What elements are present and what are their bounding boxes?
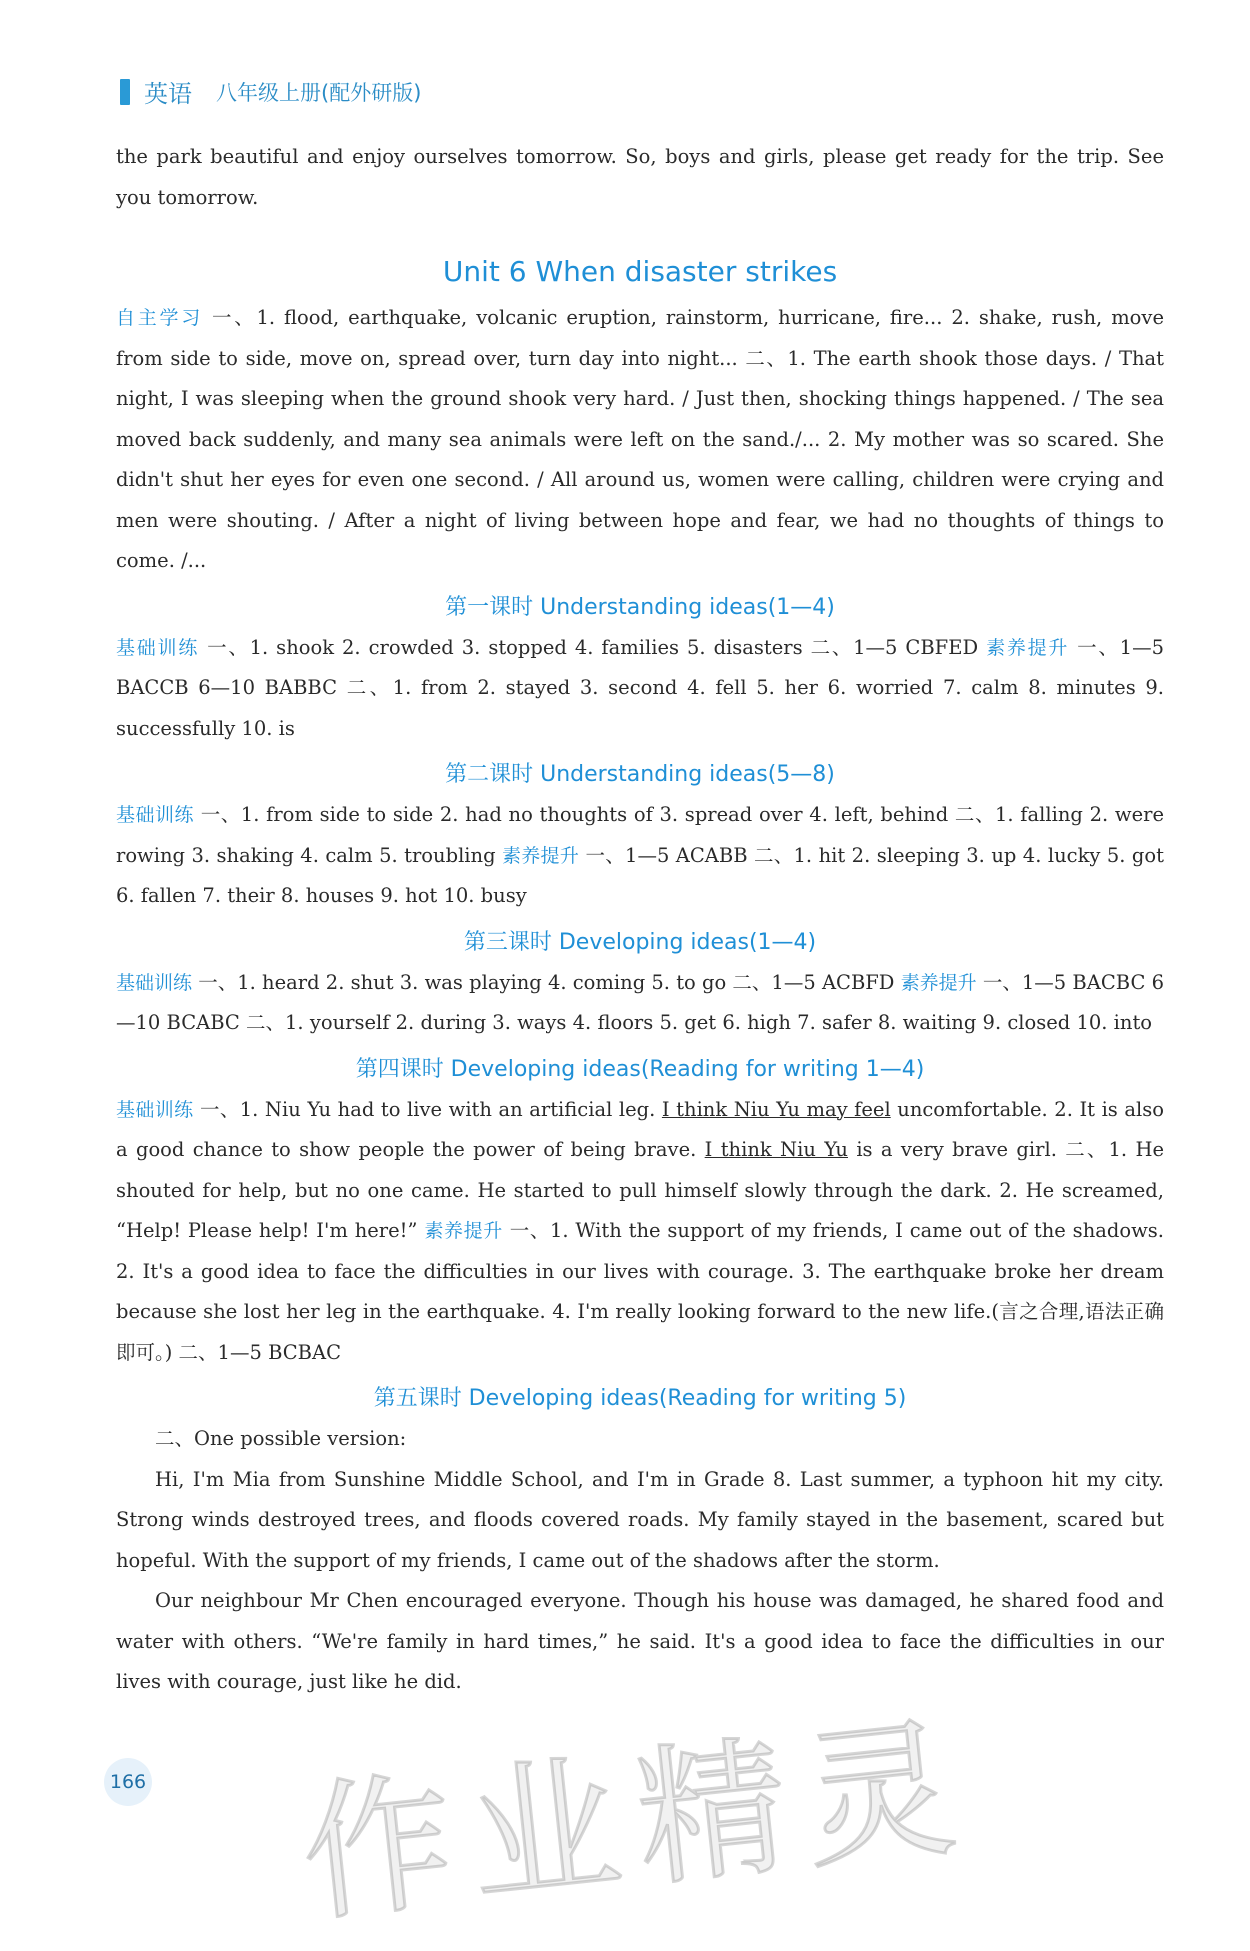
- lesson-3-title: 第三课时 Developing ideas(1—4): [463, 929, 817, 955]
- self-study-text: 一、1. flood, earthquake, volcanic eruption, rainstorm, hurricane, fire... 2. shake, rush, move from side to side, move on, spread over, turn day into night... 二、1. The earth shook those days. / That night, I was sleeping when the ground shook very hard. / Just then, shocking things happened. / The sea moved back suddenly, and many sea animals were left on the sand./... 2. My mother was so scared. She didn't shut her eyes for even one second. / All around us, women were calling, children were crying and men were shouting. / After a night of living between hope and fear, we had no thoughts of things to come. /...: [116, 306, 1164, 572]
- improvement-label: 素养提升: [900, 971, 977, 994]
- continuation-text: the park beautiful and enjoy ourselves tomorrow. So, boys and girls, please get ready for the trip. See you tomorrow.: [116, 145, 1164, 209]
- lesson-2-basic-text: 一、1. from side to side 2. had no thoughts of 3. spread over 4. left, behind 二、1. falling 2. were rowing 3. shaking 4. calm 5. troubling: [116, 803, 1164, 867]
- answer-content: [116, 137, 1164, 1703]
- lesson-4-text-1: 一、1. Niu Yu had to live with an artificial leg.: [193, 1097, 662, 1121]
- lesson-1-answers: [116, 628, 1164, 750]
- lesson-4-title: 第四课时 Developing ideas(Reading for writing 1—4): [355, 1056, 925, 1082]
- unit-title: Unit 6 When disaster strikes: [442, 255, 838, 288]
- lesson-3-improve-text: 一、1—5 BACBC 6—10 BCABC 二、1. yourself 2. during 3. ways 4. floors 5. get 6. high 7. safer 8. waiting 9. closed 10. into: [116, 970, 1164, 1034]
- lesson-5-intro: 二、One possible version:: [155, 1427, 407, 1450]
- header-subject: 英语: [144, 80, 192, 108]
- page-number: 166: [104, 1758, 152, 1806]
- improvement-label: 素养提升: [424, 1220, 503, 1242]
- page-header: [120, 74, 421, 109]
- basic-training-label: 基础训练: [116, 804, 195, 826]
- lesson-4-improve-text: 一、1. With the support of my friends, I came out of the shadows. 2. It's a good idea to face the difficulties in our lives with courage. 3. The earthquake broke her dream because she lost her leg in the earthquake. 4. I'm really looking forward to the new life.(言之合理,语法正确即可。) 二、1—5 BCBAC: [116, 1219, 1164, 1364]
- lesson-5-title: 第五课时 Developing ideas(Reading for writing 5): [373, 1386, 907, 1411]
- lesson-5-paragraph-1: Hi, I'm Mia from Sunshine Middle School, and I'm in Grade 8. Last summer, a typhoon hit my city. Strong winds destroyed trees, and floods covered roads. My family stayed in the basement, scared but hopeful. With the support of my friends, I came out of the shadows after the storm.: [116, 1467, 1164, 1572]
- lesson-3-answers: [116, 963, 1164, 1044]
- lesson-2-answers: [116, 795, 1164, 917]
- lesson-2-title: 第二课时 Understanding ideas(5—8): [445, 762, 835, 787]
- lesson-1-basic-text: 一、1. shook 2. crowded 3. stopped 4. families 5. disasters 二、1—5 CBFED: [199, 635, 987, 659]
- watermark: 作业精灵: [294, 1700, 981, 1944]
- lesson-4-text-2: uncomfortable. 2. It is also a good chance to show people the power of being brave.: [116, 1097, 1164, 1161]
- improvement-label: 素养提升: [502, 844, 580, 867]
- header-mark: [120, 79, 130, 105]
- header-book: 八年级上册(配外研版): [216, 80, 422, 105]
- basic-training-label: 基础训练: [116, 971, 193, 994]
- lesson-1-improve-text: 一、1—5 BACCB 6—10 BABBC 二、1. from 2. stayed 3. second 4. fell 5. her 6. worried 7. calm 8. minutes 9. successfully 10. is: [116, 635, 1164, 740]
- lesson-5-paragraph-2: Our neighbour Mr Chen encouraged everyone. Though his house was damaged, he shared food and water with others. “We're family in hard times,” he said. It's a good idea to face the difficulties in our lives with courage, just like he did.: [116, 1589, 1164, 1693]
- lesson-4-underlined-1: I think Niu Yu may feel: [661, 1097, 891, 1121]
- lesson-4-underlined-2: I think Niu Yu: [704, 1138, 848, 1161]
- lesson-3-basic-text: 一、1. heard 2. shut 3. was playing 4. coming 5. to go 二、1—5 ACBFD: [192, 970, 901, 994]
- lesson-4-answers: [116, 1090, 1164, 1374]
- lesson-2-improve-text: 一、1—5 ACABB 二、1. hit 2. sleeping 3. up 4. lucky 5. got 6. fallen 7. their 8. houses 9. hot 10. busy: [116, 843, 1164, 907]
- lesson-1-title: 第一课时 Understanding ideas(1—4): [445, 594, 835, 620]
- self-study-label: 自主学习: [116, 307, 204, 329]
- improvement-label: 素养提升: [986, 636, 1070, 659]
- basic-training-label: 基础训练: [116, 1098, 194, 1121]
- self-study-block: [116, 298, 1164, 582]
- lesson-4-text-3: is a very brave girl. 二、1. He shouted for help, but no one came. He started to pull himself slowly through the dark. 2. He screamed, “Help! Please help! I'm here!”: [116, 1138, 1164, 1242]
- basic-training-label: 基础训练: [116, 636, 200, 659]
